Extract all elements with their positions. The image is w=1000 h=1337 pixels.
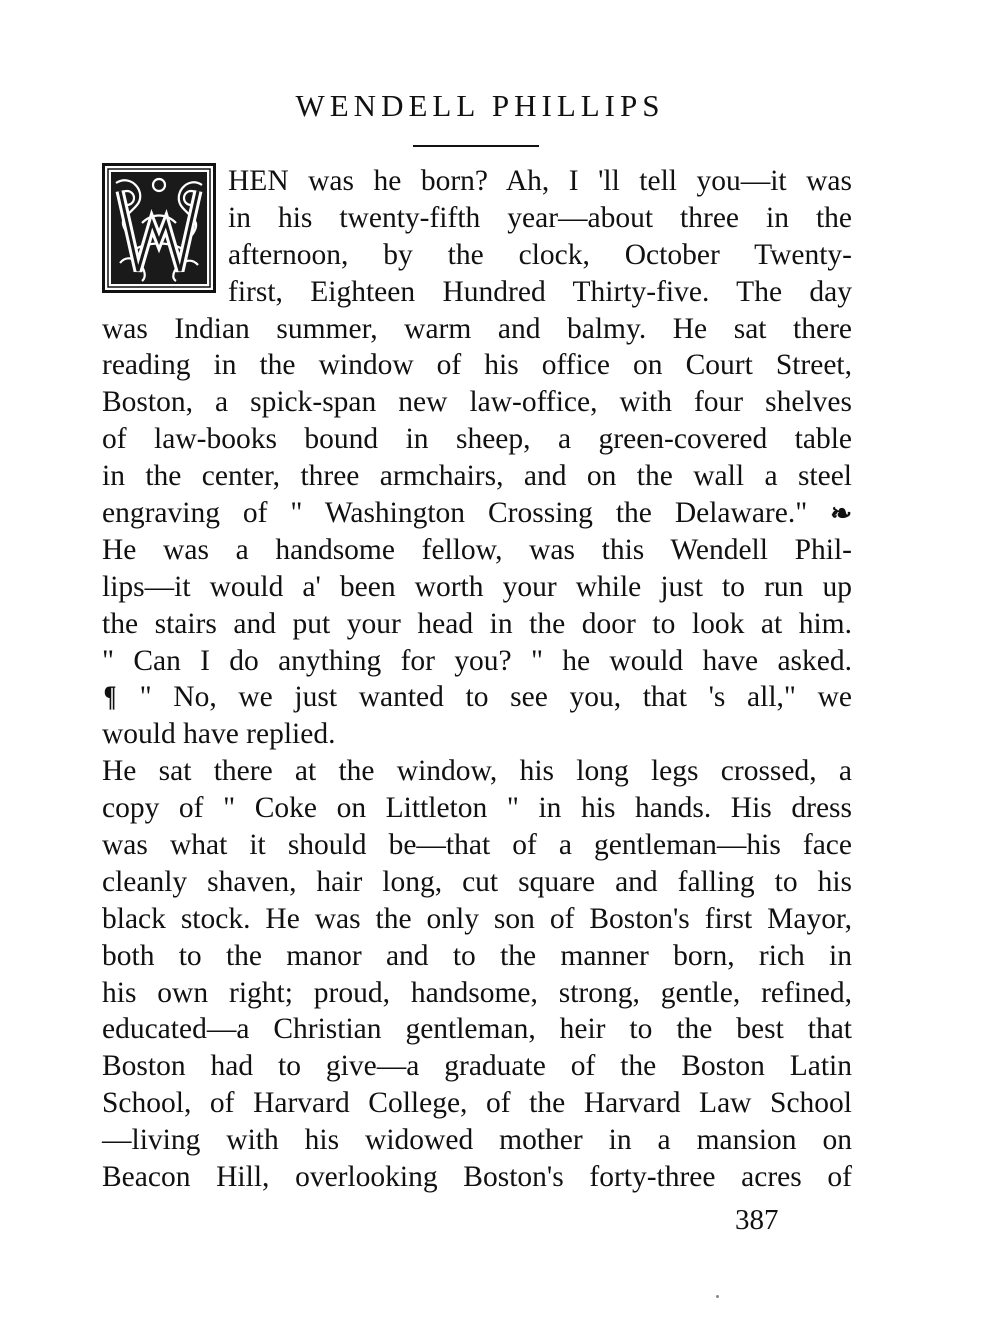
text-line: of law-books bound in sheep, a green-covered table <box>102 423 852 456</box>
text-line: " Can I do anything for you? " he would have asked. <box>102 644 852 677</box>
text-line: cleanly shaven, hair long, cut square and falling to his <box>102 865 852 898</box>
text-line: School, of Harvard College, of the Harvard Law School <box>102 1087 852 1120</box>
text-line: afternoon, by the clock, October Twenty- <box>228 238 852 271</box>
text-line: in the center, three armchairs, and on the wall a steel <box>102 460 852 493</box>
dropcap-w-icon <box>102 163 216 293</box>
text-line-with-ornament <box>102 495 852 532</box>
text-line-with-pilcrow <box>102 679 852 716</box>
pilcrow-icon: ¶ <box>103 681 117 714</box>
text-line: He was a handsome fellow, was this Wendell Phil- <box>102 533 852 566</box>
text-line: He sat there at the window, his long legs crossed, a <box>102 755 852 788</box>
text-line: was Indian summer, warm and balmy. He sat there <box>102 312 852 345</box>
body-text <box>102 163 852 1196</box>
text-line: —living with his widowed mother in a mansion on <box>102 1124 852 1157</box>
text-line: first, Eighteen Hundred Thirty-five. The day <box>228 275 852 308</box>
text-line: black stock. He was the only son of Boston's first Mayor, <box>102 902 852 935</box>
text-line: in his twenty-fifth year—about three in the <box>228 201 852 234</box>
text-line: reading in the window of his office on Court Street, <box>102 349 852 382</box>
text-line: his own right; proud, handsome, strong, gentle, refined, <box>102 976 852 1009</box>
text-line: both to the manor and to the manner born, rich in <box>102 939 852 972</box>
page-number: 387 <box>735 1204 779 1236</box>
text-line: was what it should be—that of a gentleman—his face <box>102 829 852 862</box>
text-line: Boston had to give—a graduate of the Boston Latin <box>102 1050 852 1083</box>
text-line: copy of " Coke on Littleton " in his hands. His dress <box>102 792 852 825</box>
paper-speck <box>716 1295 719 1298</box>
leaf-ornament-icon: ❧ <box>830 499 853 529</box>
text-line: Beacon Hill, overlooking Boston's forty-three acres of <box>102 1161 852 1194</box>
text-line: engraving of " Washington Crossing the Delaware." <box>102 497 808 530</box>
text-line: would have replied. <box>102 718 336 751</box>
running-head: WENDELL PHILLIPS <box>295 88 665 123</box>
text-line: HEN was he born? Ah, I 'll tell you—it was <box>228 165 852 197</box>
text-line: Boston, a spick-span new law-office, with four shelves <box>102 386 852 419</box>
text-line: educated—a Christian gentleman, heir to the best that <box>102 1013 852 1046</box>
text-line: the stairs and put your head in the door to look at him. <box>102 607 852 640</box>
text-line: " No, we just wanted to see you, that 's all," we <box>139 681 853 714</box>
head-rule-divider <box>413 145 539 147</box>
text-line: lips—it would a' been worth your while just to run up <box>102 570 852 603</box>
